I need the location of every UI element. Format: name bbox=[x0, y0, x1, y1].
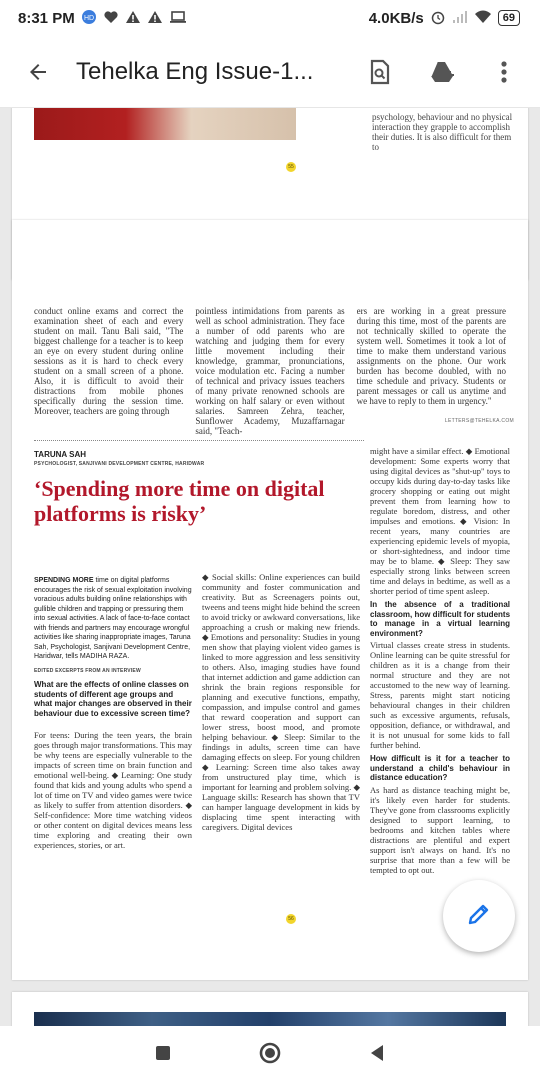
clock: 8:31 PM bbox=[18, 9, 75, 27]
add-to-drive-icon[interactable] bbox=[422, 52, 462, 92]
document-title: Tehelka Eng Issue-1... bbox=[76, 57, 314, 85]
intro-lead: SPENDING MORE bbox=[34, 577, 94, 584]
laptop-icon bbox=[169, 10, 187, 27]
intro-rest: time on digital platforms encourages the risk of sexual exploitation involving voracious adults building online relationships with gullible children and trapping or pressuring them into sexual activities. A lack of face-to-face contact with friends and partners may encourage wrongful activities like sharing inappropriate images, Taruna Sah, Psychologist, Sanjivani Development Centre, Haridwar, tells MADIHA RAZA. bbox=[34, 577, 192, 660]
question: What are the effects of online classes on students of different age groups and what major changes are observed in their behaviour due to excessive screen time? bbox=[34, 680, 192, 718]
more-vert-icon[interactable] bbox=[484, 52, 524, 92]
pdf-page bbox=[12, 220, 528, 980]
column-text: Virtual classes create stress in students. Online learning can be quite stressful for children as it is a change from their normal structure and they are not accustomed to the new way of learning. Stress, parents might start noticing behavioural changes in their children such as excessive arguments, refusals, opposition, defiance, or withdrawal, and it is not unusual for some kids to fall further behind. bbox=[370, 640, 510, 750]
excerpt-note: EDITED EXCERPTS FROM AN INTERVIEW bbox=[34, 668, 141, 674]
column-text: pointless intimidations from parents as well as school administration. They face a number of odd parents who are watching and judging them for every little movement including their knowledge, grammar, pronunciations, voice modulation etc. Facing a number of technical and privacy issues teachers of many private renowned schools are working on half salary or even without salaries. Samreen Zehra, teacher, Sunflower Academy, Muzaffarnagar said, "Teach- bbox=[195, 306, 345, 436]
system-nav-bar bbox=[0, 1026, 540, 1080]
column-text: As hard as distance teaching might be, it's likely even harder for students. They've gone from classrooms explicitly designed to support learning, to bedrooms and kitchen tables where distractions are plentiful and expert support isn't always on hand. It's no surprise that more than a few will be tempted to opt out. bbox=[370, 784, 510, 875]
question: How difficult is it for a teacher to understand a child's behaviour in distance education? bbox=[370, 754, 510, 782]
article-photo bbox=[34, 108, 296, 140]
wifi-icon bbox=[474, 10, 492, 27]
battery-icon: 69 bbox=[498, 10, 520, 26]
warning-icon bbox=[125, 10, 141, 27]
author-name: TARUNA SAH bbox=[34, 450, 86, 459]
app-bar bbox=[0, 36, 540, 108]
column-text: For teens: During the teen years, the brain goes through major transformations. This may be why teens are especially vulnerable to the impacts of screen time on brain function and emotional well-being. ◆ Learning: One study found that kids and young adults who spend a lot of time on TV and video games were twice as likely to suffer from attention disorders. ◆ Self-confidence: More time watching videos or other content on digital devices means less time exploring and creating their own experiences, stories, or art. bbox=[34, 730, 192, 850]
column-text: might have a similar effect. ◆ Emotional development: Some experts worry that using digital devices as "shut-up" toys to occupy kids during day-to-day tasks like grocery shopping or eating out might prevent them from learning how to regulate boredom, distress, and other impulses and emotions. ◆ Vision: In recent years, many countries are experiencing epidemic levels of myopia, or short-sightedness, and indoor time may be to blame. ◆ Sleep: They saw especially strong links between screen time and delays in bedtime, as well as a shorter period of time spent asleep. bbox=[370, 446, 510, 596]
home-circle-icon[interactable] bbox=[250, 1033, 290, 1073]
question: In the absence of a traditional classroom, how difficult for students to manage in a virtual learning environment? bbox=[370, 600, 511, 638]
edit-button[interactable] bbox=[443, 880, 515, 952]
pdf-page bbox=[12, 992, 528, 1026]
arrow-left-icon[interactable] bbox=[0, 36, 76, 108]
search-document-icon[interactable] bbox=[360, 52, 400, 92]
column-text: conduct online exams and correct the examination sheet of each and every student on mail. Tanu Bali said, "The biggest challenge for a teacher is to keep an eye on every student during online sessions as it is hard to check every student on a small screen of a phone. Also, it is difficult to avoid their distractions from mobile phones specifically during the session time. Moreover, teachers are going through bbox=[34, 306, 184, 416]
column-right bbox=[370, 446, 510, 875]
recents-square-icon[interactable] bbox=[143, 1033, 183, 1073]
back-triangle-icon[interactable] bbox=[357, 1033, 397, 1073]
column-text: ◆ Social skills: Online experiences can build community and foster communication and creativity. But as Screenagers points out, tweens and teens might hide behind the screen to avoid tricky or awkward conversations, like approaching a crush or making new friends. ◆ Emotions and personality: Studies in young men show that playing violent video games is linked to more aggression and less sensitivity to others. Also, imaging studies have found that internet addiction and game addiction can shrink the brain regions responsible for planning and executive functions, empathy, compassion, and impulse control and games that reward cooperation and support can lower stress, boost mood, and promote helping behaviour. ◆ Sleep: Similar to the findings in adults, screen time can have damaging effects on sleep. For young children ◆ Learning: Screen time also takes away from unstructured play time, which is important for learning and problem solving. ◆ Language skills: Research has shown that TV can hamper language development in kids by displacing time spent interacting with caregivers. Digital devices bbox=[202, 572, 360, 832]
article-photo bbox=[34, 1012, 506, 1026]
page-number: 56 bbox=[286, 914, 296, 924]
page-number: 55 bbox=[286, 162, 296, 172]
warning-icon bbox=[147, 10, 163, 27]
signal-icon bbox=[452, 10, 468, 27]
page-text: psychology, behaviour and no physical interaction they grapple to accomplish their duties. It is also difficult for them to bbox=[372, 112, 513, 152]
alarm-icon bbox=[430, 9, 446, 28]
intro-text bbox=[34, 576, 192, 662]
heart-icon bbox=[103, 10, 119, 27]
email-signature: LETTERS@TEHELKA.COM bbox=[444, 418, 514, 424]
divider bbox=[34, 440, 364, 441]
headline: ‘Spending more time on digital platforms is risky’ bbox=[34, 476, 325, 526]
network-speed: 4.0KB/s bbox=[368, 9, 424, 27]
svg-text:HD: HD bbox=[83, 14, 94, 22]
pencil-icon bbox=[466, 901, 492, 932]
column-text: ers are working in a great pressure during this time, most of the parents are not technically skilled to operate the system well. Sometimes it took a lot of time to make them understand various assignments on the phone. Our work burden has become doubled, with no time schedule and privacy. Students or parent messages or call us anytime and we have to reply to them in urgency." bbox=[356, 306, 506, 406]
status-bar bbox=[0, 0, 540, 36]
hd-icon bbox=[81, 9, 97, 28]
author-title: PSYCHOLOGIST, SANJIVANI DEVELOPMENT CENTRE, HARIDWAR bbox=[34, 461, 205, 467]
